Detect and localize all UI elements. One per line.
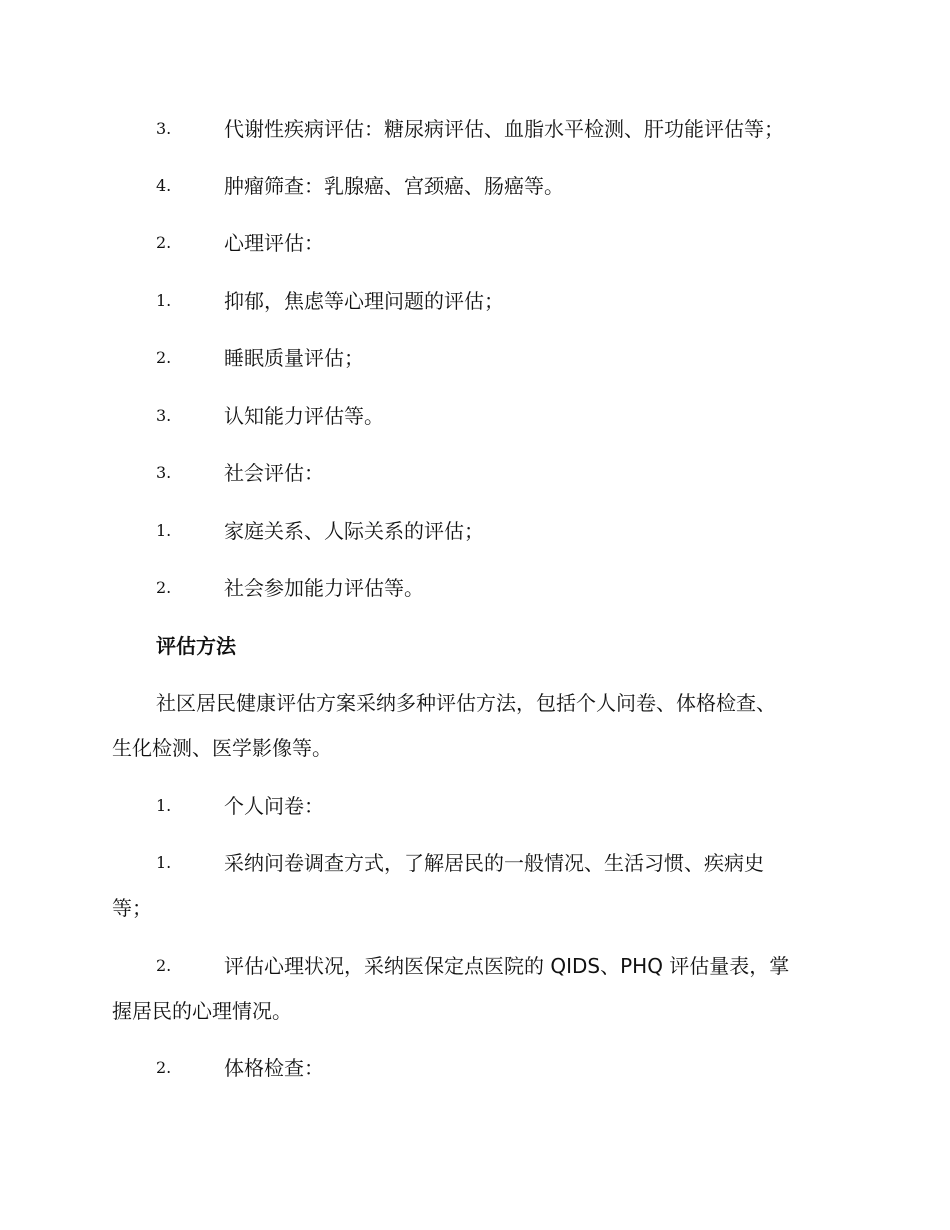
list-text: 握居民的心理情况。 (112, 999, 292, 1023)
list-number: 1. (156, 853, 172, 872)
list-number: 4. (156, 176, 172, 195)
list-text: 等； (112, 896, 152, 920)
list-text: 心理评估： (224, 231, 324, 255)
list-item (0, 166, 950, 206)
list-item (0, 109, 950, 149)
list-item (0, 281, 950, 321)
section-heading-row (0, 626, 950, 666)
list-number: 1. (156, 521, 172, 540)
list-text: 体格检查： (224, 1056, 324, 1080)
section-heading: 评估方法 (156, 634, 236, 658)
list-item (0, 338, 950, 378)
list-text: 社会参加能力评估等。 (224, 576, 424, 600)
list-text: 肿瘤筛查：乳腺癌、宫颈癌、肠癌等。 (224, 174, 564, 198)
list-item (0, 568, 950, 608)
list-item-continuation (0, 991, 950, 1031)
list-number: 1. (156, 291, 172, 310)
list-text: 社会评估： (224, 461, 324, 485)
list-text: 个人问卷： (224, 794, 324, 818)
list-text: 评估心理状况，采纳医保定点医院的 QIDS、PHQ 评估量表，掌 (224, 954, 790, 978)
list-item (0, 223, 950, 263)
list-text: 睡眠质量评估； (224, 346, 364, 370)
list-number: 2. (156, 233, 172, 252)
list-item (0, 843, 950, 883)
list-number: 1. (156, 796, 172, 815)
list-text: 家庭关系、人际关系的评估； (224, 519, 484, 543)
list-text: 代谢性疾病评估：糖尿病评估、血脂水平检测、肝功能评估等； (224, 117, 784, 141)
list-item (0, 453, 950, 493)
paragraph-text: 生化检测、医学影像等。 (112, 736, 332, 760)
list-text: 抑郁，焦虑等心理问题的评估； (224, 289, 504, 313)
list-number: 2. (156, 956, 172, 975)
list-number: 3. (156, 119, 172, 138)
intro-paragraph-line-1 (0, 683, 950, 723)
list-number: 3. (156, 463, 172, 482)
list-item (0, 1048, 950, 1088)
list-item (0, 946, 950, 986)
list-item (0, 511, 950, 551)
list-item-continuation (0, 888, 950, 928)
intro-paragraph-line-2 (0, 728, 950, 768)
list-text: 采纳问卷调查方式，了解居民的一般情况、生活习惯、疾病史 (224, 851, 764, 875)
list-text: 认知能力评估等。 (224, 404, 384, 428)
list-number: 3. (156, 406, 172, 425)
list-item (0, 396, 950, 436)
paragraph-text: 社区居民健康评估方案采纳多种评估方法，包括个人问卷、体格检查、 (156, 691, 776, 715)
list-number: 2. (156, 1058, 172, 1077)
list-number: 2. (156, 578, 172, 597)
list-item (0, 786, 950, 826)
list-number: 2. (156, 348, 172, 367)
